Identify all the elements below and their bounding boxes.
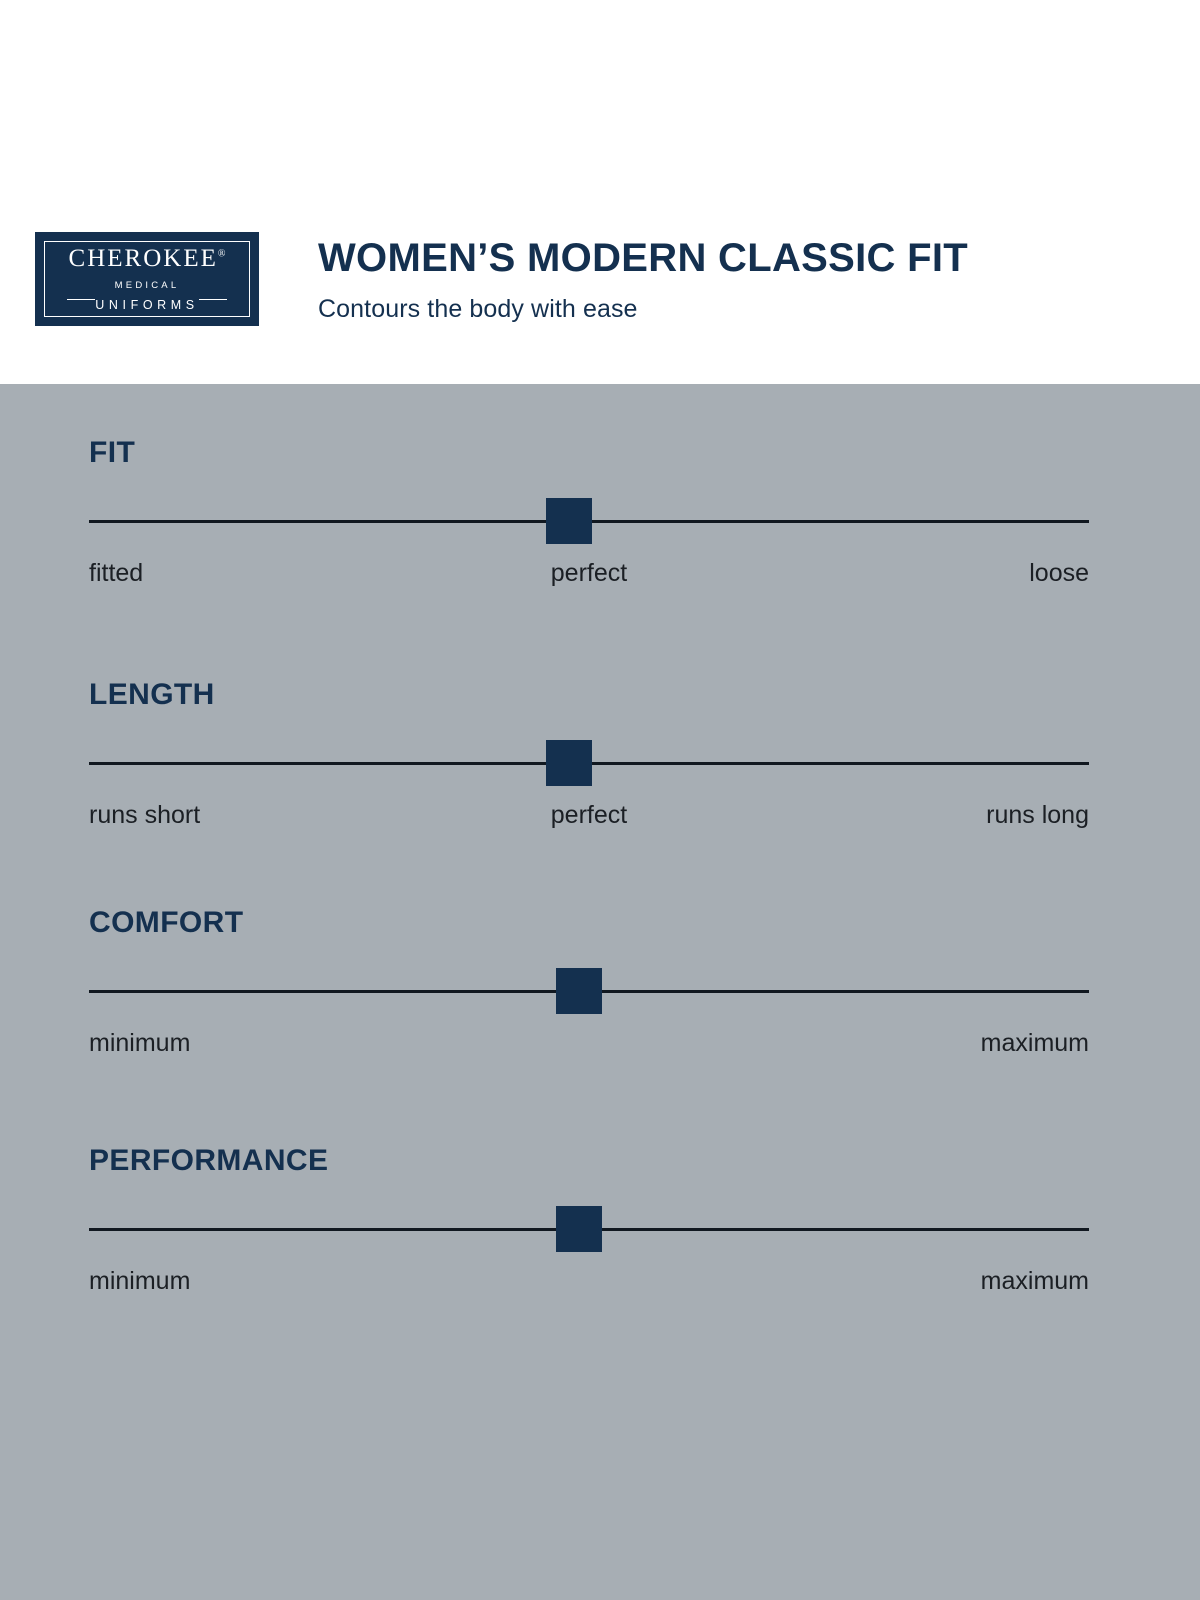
scale-captions-performance xyxy=(89,1266,1089,1296)
cherokee-logo xyxy=(35,232,259,326)
logo-brand-name xyxy=(69,246,226,271)
scale-caption-fit-right: loose xyxy=(1029,559,1089,587)
scale-captions-fit xyxy=(89,558,1089,588)
page-subtitle: Contours the body with ease xyxy=(318,295,638,323)
scale-label-comfort: COMFORT xyxy=(89,906,244,939)
scale-captions-length xyxy=(89,800,1089,830)
scale-track-fit xyxy=(89,498,1089,544)
scale-marker-fit[interactable] xyxy=(546,498,592,544)
scale-caption-length-mid: perfect xyxy=(550,801,628,829)
logo-rule-right xyxy=(199,299,227,300)
scale-marker-length[interactable] xyxy=(546,740,592,786)
scale-caption-length-left: runs short xyxy=(89,801,201,829)
logo-brand-text: CHEROKEE xyxy=(68,245,218,272)
scale-caption-comfort-right: maximum xyxy=(980,1029,1089,1057)
scale-group-fit xyxy=(89,438,1089,588)
scale-group-length xyxy=(89,680,1089,830)
scale-label-performance: PERFORMANCE xyxy=(89,1144,329,1177)
fit-scales-panel xyxy=(0,384,1200,1600)
scale-marker-comfort[interactable] xyxy=(556,968,602,1014)
scale-track-comfort xyxy=(89,968,1089,1014)
scale-label-length: LENGTH xyxy=(89,678,215,711)
scale-caption-fit-mid: perfect xyxy=(550,559,628,587)
scale-caption-length-right: runs long xyxy=(986,801,1089,829)
scale-track-length xyxy=(89,740,1089,786)
scale-marker-performance[interactable] xyxy=(556,1206,602,1252)
logo-subtitle-medical: MEDICAL xyxy=(114,280,180,291)
scale-caption-fit-left: fitted xyxy=(89,559,144,587)
page-title: WOMEN’S MODERN CLASSIC FIT xyxy=(318,236,969,280)
logo-rule-left xyxy=(67,299,95,300)
scale-track-performance xyxy=(89,1206,1089,1252)
scale-group-performance xyxy=(89,1146,1089,1296)
header xyxy=(0,0,1200,390)
registered-trademark-icon: ® xyxy=(217,248,226,260)
scale-group-comfort xyxy=(89,908,1089,1058)
logo-subtitle-uniforms: UNIFORMS xyxy=(95,298,199,312)
scale-caption-comfort-left: minimum xyxy=(89,1029,191,1057)
scale-label-fit: FIT xyxy=(89,436,136,469)
logo-inner-frame xyxy=(44,241,250,317)
scale-captions-comfort xyxy=(89,1028,1089,1058)
scale-caption-performance-left: minimum xyxy=(89,1267,191,1295)
scale-caption-performance-right: maximum xyxy=(980,1267,1089,1295)
